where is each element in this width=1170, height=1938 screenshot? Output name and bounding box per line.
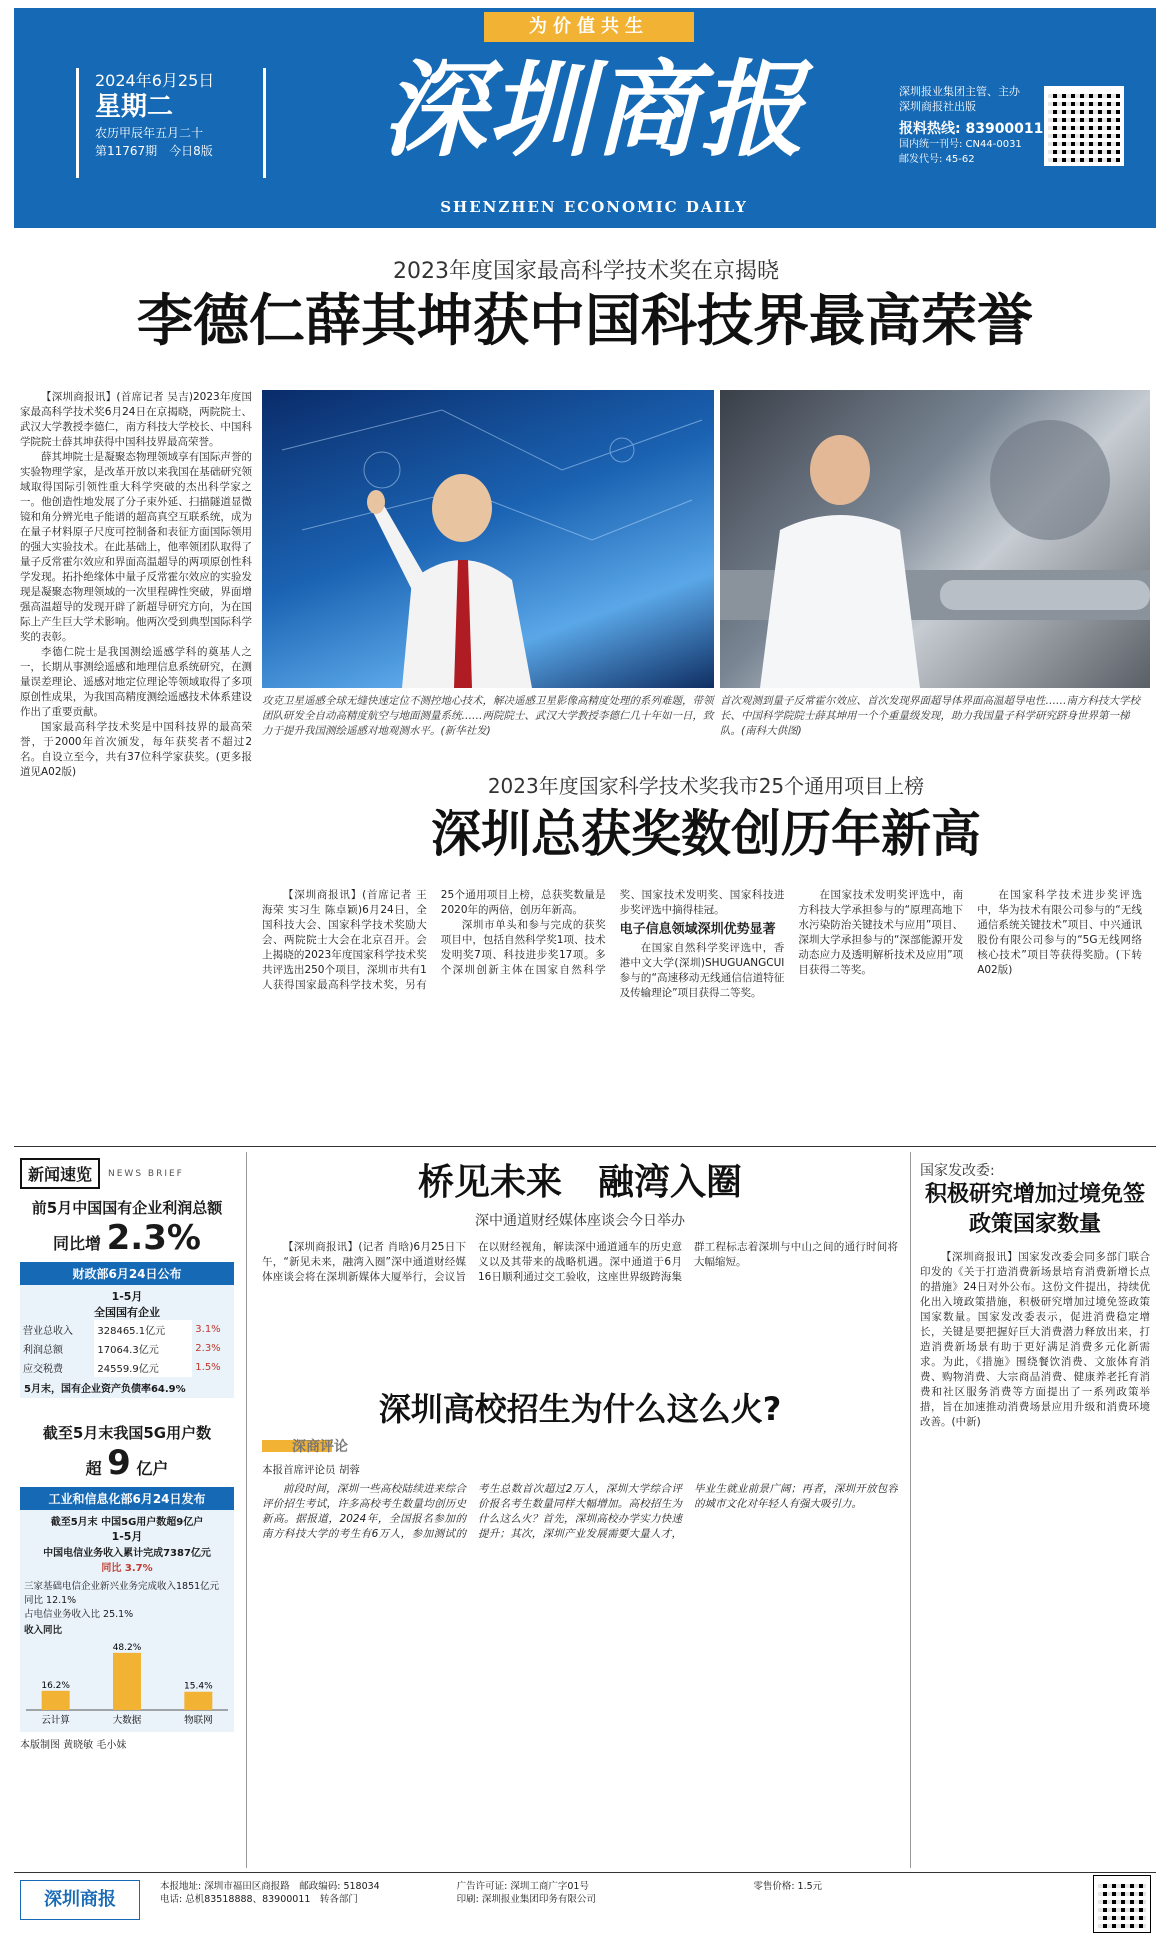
policy-headline[interactable]: 积极研究增加过境免签政策国家数量 xyxy=(924,1182,1145,1237)
chart-category-label: 物联网 xyxy=(184,1715,213,1726)
table-row xyxy=(20,1320,234,1339)
chart-category-label: 云计算 xyxy=(41,1715,70,1726)
footer-print: 印刷: 深圳报业集团印务有限公司 xyxy=(456,1894,596,1905)
publisher: 深圳报业集团主管、主办 深圳商报社出版 xyxy=(899,85,1020,113)
lead-headline[interactable]: 李德仁薛其坤获中国科技界最高荣誉 xyxy=(137,289,1033,354)
stat2-value: 9 xyxy=(107,1443,131,1483)
chart-data-label: 16.2% xyxy=(41,1680,70,1691)
footer-logo: 深圳商报 xyxy=(20,1880,140,1920)
bridge-subhead: 深中通道财经媒体座谈会今日举办 xyxy=(475,1213,685,1229)
column-rule xyxy=(246,1152,247,1868)
stat2-suffix: 亿户 xyxy=(136,1459,169,1478)
telecom-desc: 三家基础电信企业新兴业务完成收入1851亿元 xyxy=(24,1581,220,1592)
news-brief-en: NEWS BRIEF xyxy=(108,1168,184,1179)
photo-li-deren xyxy=(262,390,714,688)
policy-body xyxy=(920,1250,1150,1866)
footer-rule xyxy=(14,1872,1156,1873)
telecom-period: 1-5月 xyxy=(111,1530,143,1543)
chart-bar xyxy=(42,1691,70,1710)
news-brief-header xyxy=(20,1158,234,1189)
photo2-caption: 首次观测到量子反常霍尔效应、首次发现界面超导体界面高温超导电性……南方科技大学校长、中国科学院院士薛其坤用一个个重量级发现，助力我国量子科学研究跻身世界第一梯队。(南科大供图) xyxy=(720,695,1140,737)
stat2-value-row xyxy=(20,1443,234,1483)
chart-bar xyxy=(113,1653,141,1710)
publisher-info xyxy=(899,84,1049,167)
row-label: 应交税费 xyxy=(23,1364,63,1375)
graphics-credit: 本版制图 黄晓敏 毛小妹 xyxy=(20,1740,127,1751)
lead-para: 【深圳商报讯】(首席记者 吴吉)2023年度国家最高科学技术奖6月24日在京揭晓，两院院士、武汉大学教授李德仁，南方科技大学校长、中国科学院院士薛其坤获得中国科技界最高荣誉。 xyxy=(20,391,252,448)
table-row xyxy=(20,1358,234,1377)
masthead xyxy=(14,8,1156,228)
second-para: 深圳市单头和参与完成的获奖项目中，包括自然科学奖1项、技术发明奖7项、科技进步奖17项。多个深圳创新主体在国家自然科学奖、国家技术发明奖、国家科技进步奖评选中摘得桂冠。 xyxy=(440,889,785,976)
commentary-byline: 本报首席评论员 胡蓉 xyxy=(262,1464,360,1476)
row-pct: 3.1% xyxy=(195,1324,221,1335)
telecom-share: 占电信业务收入比 25.1% xyxy=(24,1609,134,1620)
soe-note: 5月末，国有企业资产负债率64.9% xyxy=(24,1384,186,1395)
table-row xyxy=(20,1339,234,1358)
chart-bar xyxy=(184,1692,212,1710)
soe-subtitle: 全国国有企业 xyxy=(94,1306,160,1319)
telecom-revenue-pct: 同比 3.7% xyxy=(101,1563,153,1574)
news-brief-title: 新闻速览 xyxy=(20,1158,100,1189)
chart-data-label: 15.4% xyxy=(184,1681,213,1692)
stat1-value: 2.3% xyxy=(106,1218,201,1258)
row-pct: 1.5% xyxy=(195,1362,221,1373)
issue-date: 2024年6月25日 xyxy=(95,71,215,90)
chart-legend: 收入同比 xyxy=(24,1625,63,1636)
footer-price: 零售价格: 1.5元 xyxy=(753,1881,823,1892)
stat1-value-row xyxy=(20,1218,234,1258)
second-para: 在国家技术发明奖评选中，南方科技大学承担参与的“原理高地下水污染防治关键技术与应用”项目、深圳大学承担参与的“深部能源开发动态应力及透明解析技术及应用”项目获得二等奖。 xyxy=(798,889,964,976)
newspaper-logo: 深圳商报 xyxy=(381,48,806,171)
enroll-headline[interactable]: 深圳高校招生为什么这么火? xyxy=(378,1390,782,1428)
stat1-prefix: 同比增 xyxy=(53,1234,102,1253)
lead-body xyxy=(20,390,252,1150)
enroll-para: 前段时间，深圳一些高校陆续进来综合评价招生考试，许多高校考生数量均创历史新高。据报道，2024年，全国报名参加的南方科技大学的考生有6万人，参加测试的考生总数首次超过2万人，深圳大学综合评价报名考生数量同样大幅增加。高校招生为什么这么火？首先，深圳高校办学实力快速提升；其次，深圳产业发展需要大量人才，毕业生就业前景广阔；再者，深圳开放包容的城市文化对年轻人有强大吸引力。 xyxy=(262,1483,898,1540)
policy-kicker: 国家发改委: xyxy=(920,1163,995,1179)
soe-panel xyxy=(20,1262,234,1398)
soe-panel-head: 财政部6月24日公布 xyxy=(20,1262,234,1285)
telecom-growth: 同比 12.1% xyxy=(24,1595,77,1606)
news-brief xyxy=(20,1158,234,1751)
stat2-prefix: 超 xyxy=(85,1459,102,1478)
issue-number: 第11767期 今日8版 xyxy=(95,144,213,158)
second-headline[interactable]: 深圳总获奖数创历年新高 xyxy=(431,805,981,863)
photo1-caption: 攻克卫星遥感全球无缝快速定位不测控地心技术，解决遥感卫星影像高精度处理的系列难题，带领团队研发全自动高精度航空与地面测量系统……两院院士、武汉大学教授李德仁几十年如一日，致力于提升我国测绘遥感对地观测水平。(新华社发) xyxy=(262,695,714,737)
bridge-para: 【深圳商报讯】(记者 肖晗)6月25日下午，“新见未来，融湾入圈”深中通道财经媒体座谈会将在深圳新媒体大厦举行，会议旨在以财经视角，解读深中通道通车的历史意义以及其带来的战略机遇。深中通道于6月16日顺利通过交工验收，这座世界级跨海集群工程标志着深圳与中山之间的通行时间将大幅缩短。 xyxy=(262,1241,898,1283)
second-body xyxy=(262,888,1142,1138)
qr-code-icon[interactable] xyxy=(1044,86,1124,166)
second-para: 在国家科学技术进步奖评选中，华为技术有限公司参与的“无线通信系统关键技术”项目、中兴通讯股份有限公司参与的“5G无线网络核心技术”项目等获得奖励。(下转A02版) xyxy=(977,889,1142,976)
telecom-revenue: 中国电信业务收入累计完成7387亿元 xyxy=(43,1548,211,1559)
telecom-panel xyxy=(20,1487,234,1732)
date-box xyxy=(76,68,266,178)
bridge-body xyxy=(262,1240,898,1370)
second-para: 在国家自然科学奖评选中，香港中文大学(深圳)SHUGUANGCUI参与的“高速移动无线通信信道特征及传输理论”项目获得二等奖。 xyxy=(619,942,785,999)
row-pct: 2.3% xyxy=(195,1343,221,1354)
lunar-date: 农历甲辰年五月二十 xyxy=(95,126,204,140)
lead-para: 国家最高科学技术奖是中国科技界的最高荣誉，于2000年首次颁发，每年获奖者不超过2名。自设立至今，共有37位科学家获奖。(更多报道见A02版) xyxy=(20,721,252,778)
footer-phones: 电话: 总机83518888、83900011 转各部门 xyxy=(160,1894,358,1905)
stat1-title: 前5月中国国有企业利润总额 xyxy=(31,1199,223,1217)
second-para: 【深圳商报讯】(首席记者 王海荣 实习生 陈卓颖)6月24日，全国科技大会、国家科学技术奖励大会、两院院士大会在北京召开。会上揭晓的2023年度国家科学技术奖共评选出250个项目，深圳市共有1人获得国家最高科学技术奖，另有25个通用项目上榜，总获奖数量是2020年的两倍，创历年新高。 xyxy=(262,889,606,991)
row-label: 利润总额 xyxy=(23,1345,63,1356)
bridge-headline[interactable]: 桥见未来 融湾入圈 xyxy=(417,1162,742,1203)
footer-info xyxy=(160,1880,1040,1906)
footer-ad: 广告许可证: 深圳工商广字01号 xyxy=(456,1881,589,1892)
postal-code: 邮发代号: 45-62 xyxy=(899,154,975,165)
soe-period: 1-5月 xyxy=(111,1290,143,1303)
commentary-tag: 深商评论 xyxy=(292,1439,348,1455)
photo-xue-qikun xyxy=(720,390,1150,688)
enroll-body xyxy=(262,1482,898,1866)
weekday: 星期二 xyxy=(95,92,174,122)
soe-table xyxy=(20,1320,234,1377)
second-subhead: 电子信息领域深圳优势显著 xyxy=(619,922,776,937)
row-value: 328465.1亿元 xyxy=(94,1320,192,1339)
policy-para: 【深圳商报讯】国家发改委会同多部门联合印发的《关于打造消费新场景培育消费新增长点的措施》24日对外公布。这份文件提出，持续优化出入境政策措施，积极研究增加过境免签政策国家数量。国家发改委表示，促进消费稳定增长，关键是要把握好巨大消费潜力释放出来，打造消费新场景有助于更好满足消费多元化新需求。为此，《措施》围绕餐饮消费、文旅体育消费、购物消费、大宗商品消费、健康养老托育消费和社区服务消费等方面提出了一系列政策举措，旨在加速推动消费场景应用升级和消费环境改善。(中新) xyxy=(920,1251,1150,1428)
hotline: 报料热线: 83900011 xyxy=(899,121,1044,137)
lead-para: 李德仁院士是我国测绘遥感学科的奠基人之一，长期从事测绘遥感和地理信息系统研究，在测量误差理论、遥感对地定位理论等领域取得了多项原创性成果，为我国高精度测绘遥感技术体系建设作出了重要贡献。 xyxy=(20,646,252,718)
stat2-title: 截至5月末我国5G用户数 xyxy=(42,1424,212,1442)
section-divider xyxy=(14,1146,1156,1147)
chart-data-label: 48.2% xyxy=(112,1642,142,1653)
cn-code: 国内统一刊号: CN44-0031 xyxy=(899,139,1022,150)
second-kicker: 2023年度国家科学技术奖我市25个通用项目上榜 xyxy=(487,774,925,798)
motto-banner: 为价值共生 xyxy=(484,12,694,42)
lead-kicker: 2023年度国家最高科学技术奖在京揭晓 xyxy=(393,259,779,284)
newspaper-english-name: SHENZHEN ECONOMIC DAILY xyxy=(440,198,748,216)
lead-para: 薛其坤院士是凝聚态物理领域享有国际声誉的实验物理学家，是改革开放以来我国在基础研究领域取得国际引领性重大科学突破的杰出科学家之一。他创造性地发展了分子束外延、扫描隧道显微镜和角分辨光电子能谱的超高真空互联系统，成为在量子材料原子尺度可控制备和表征方面国际领用的强大实验技术。在此基础上，他率领团队取得了量子反常霍尔效应和界面高温超导的两项原创性科学发现。拓扑绝缘体中量子反常霍尔效应的实验发现是凝聚态物理领域的一次里程碑性突破，界面增强高温超导的发现开辟了新超导研究方向，为在国际上产生巨大学术影响。他两次受到典型国际科学奖的表彰。 xyxy=(20,451,252,643)
telecom-panel-head: 工业和信息化部6月24日发布 xyxy=(20,1487,234,1510)
column-rule xyxy=(910,1152,911,1868)
footer-qr-code-icon[interactable] xyxy=(1094,1876,1150,1932)
growth-bar-chart xyxy=(20,1636,234,1728)
telecom-5g-line: 截至5月末 中国5G用户数超9亿户 xyxy=(50,1517,204,1528)
footer-address: 本报地址: 深圳市福田区商报路 邮政编码: 518034 xyxy=(160,1881,380,1892)
row-label: 营业总收入 xyxy=(23,1326,73,1337)
row-value: 17064.3亿元 xyxy=(94,1339,192,1358)
row-value: 24559.9亿元 xyxy=(94,1358,192,1377)
chart-category-label: 大数据 xyxy=(112,1715,142,1726)
